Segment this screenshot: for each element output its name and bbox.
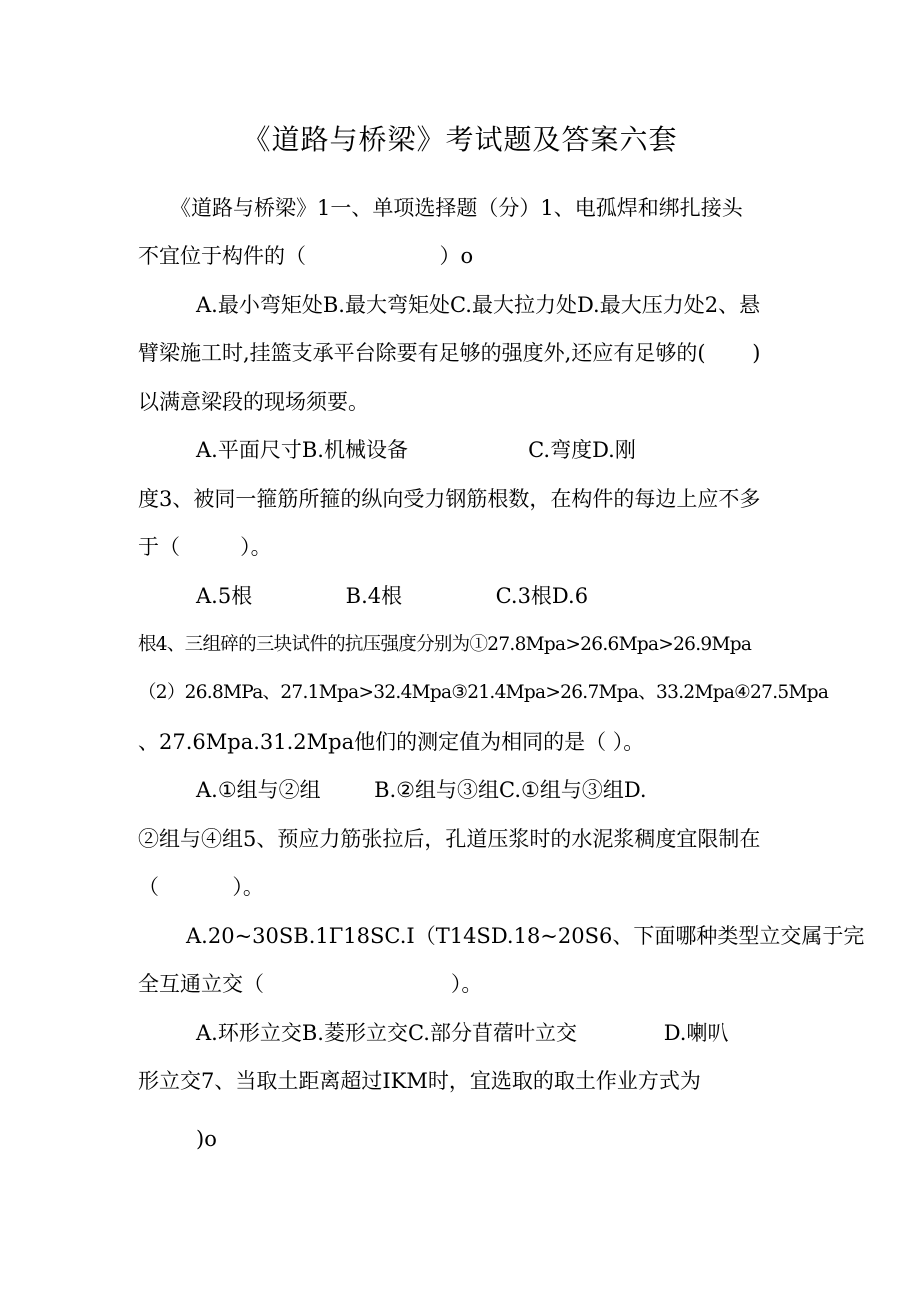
- text-line: 、27.6Mpa.31.2Mpa他们的测定值为相同的是（ ）。: [138, 730, 645, 754]
- text-line: 不宜位于构件的（ ）o: [138, 244, 474, 268]
- text-line: A.20~30SB.1Γ18SC.I（T14SD.18~20S6、下面哪种类型立交属于完: [186, 924, 865, 948]
- text-line: 度3、被同一箍筋所箍的纵向受力钢筋根数，在构件的每边上应不多: [138, 487, 761, 511]
- text-line: ②组与④组5、预应力筋张拉后，孔道压浆时的水泥浆稠度宜限制在: [138, 827, 761, 851]
- text-line: 根4、三组碎的三块试件的抗压强度分别为①27.8Mpa>26.6Mpa>26.9Mpa: [138, 634, 752, 655]
- text-line: 形立交7、当取土距离超过IKM时，宜选取的取土作业方式为: [138, 1069, 701, 1093]
- text-line: 全互通立交（ ）。: [138, 972, 483, 996]
- text-line: A.①组与②组 B.②组与③组C.①组与③组D.: [196, 778, 647, 802]
- text-line: （2）26.8MPa、27.1Mpa>32.4Mpa③21.4Mpa>26.7Mpa、33.2Mpa④27.5Mpa: [138, 682, 829, 703]
- text-line: A.最小弯矩处B.最大弯矩处C.最大拉力处D.最大压力处2、悬: [196, 293, 761, 317]
- text-line: A.5根 B.4根 C.3根D.6: [196, 584, 589, 608]
- text-line: 以满意梁段的现场须要。: [138, 390, 369, 414]
- text-line: )o: [196, 1127, 217, 1151]
- text-line: A.环形立交B.菱形立交C.部分苜蓿叶立交 D.喇叭: [196, 1021, 729, 1045]
- page-title: 《道路与桥梁》考试题及答案六套: [242, 123, 678, 156]
- text-line: （ ）。: [138, 875, 264, 899]
- text-line: A.平面尺寸B.机械设备 C.弯度D.刚: [196, 438, 636, 462]
- text-line: 于（ ）。: [138, 535, 272, 559]
- text-line: 《道路与桥梁》1一、单项选择题（分）1、电孤焊和绑扎接头: [170, 196, 743, 220]
- text-line: 臂梁施工时,挂篮支承平台除要有足够的强度外,还应有足够的( ): [138, 341, 761, 365]
